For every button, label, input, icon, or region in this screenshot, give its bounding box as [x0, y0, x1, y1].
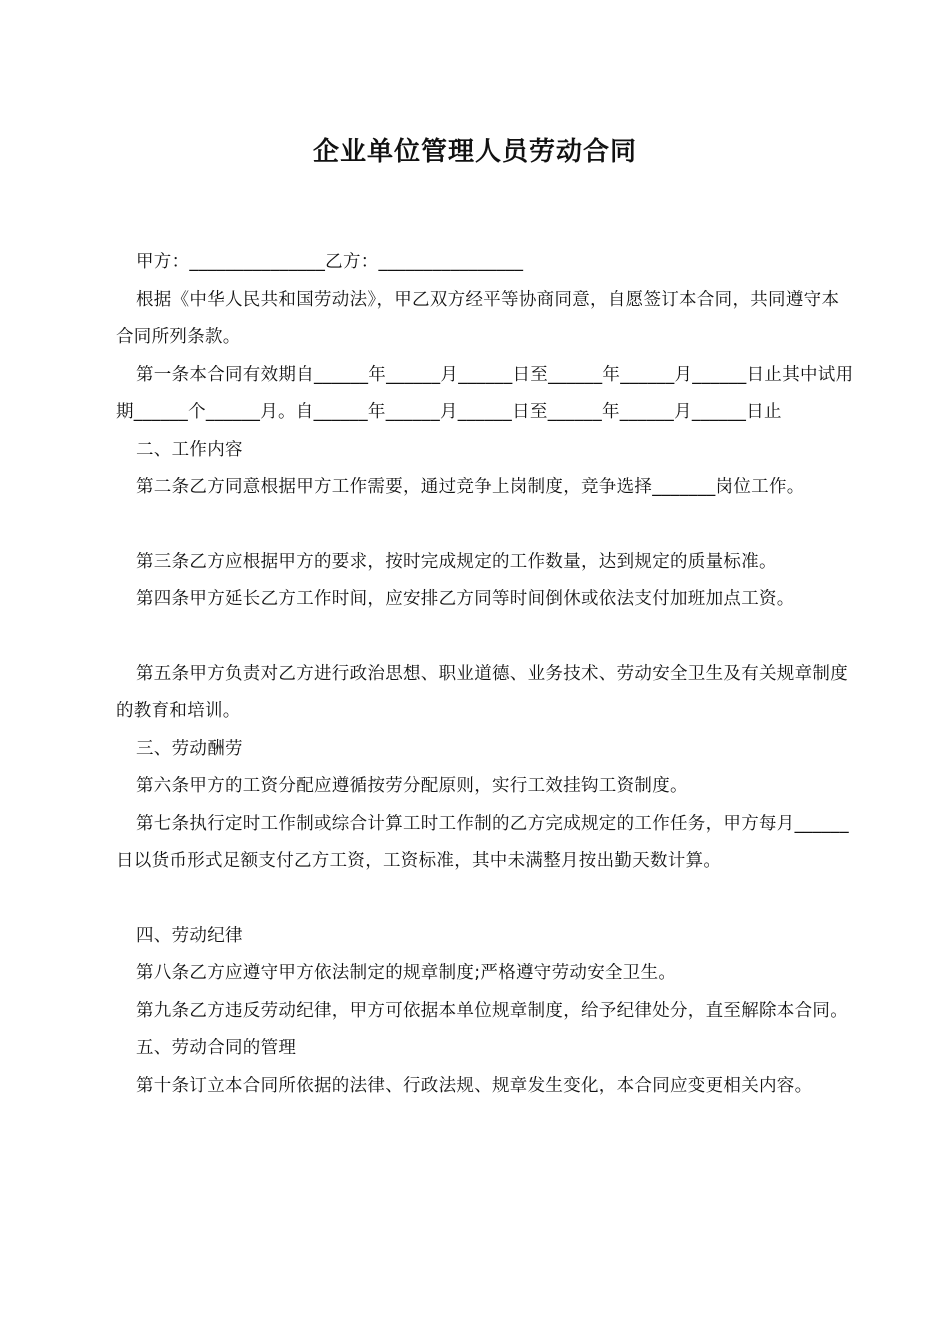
article-9-paragraph: 第九条乙方违反劳动纪律，甲方可依据本单位规章制度，给予纪律处分，直至解除本合同。: [136, 1000, 848, 1021]
article-1-paragraph: 第一条本合同有效期自______年______月______日至______年______月______日止其中试用期______个______月。自______年______月______日至______年______月______日止: [116, 364, 854, 422]
section-heading-labor-discipline: 四、劳动纪律: [136, 925, 243, 946]
section-heading-work-content: 二、工作内容: [136, 439, 243, 460]
section-heading-remuneration: 三、劳动酬劳: [136, 738, 243, 759]
article-10-paragraph: 第十条订立本合同所依据的法律、行政法规、规章发生变化，本合同应变更相关内容。: [136, 1075, 813, 1096]
article-8-paragraph: 第八条乙方应遵守甲方依法制定的规章制度;严格遵守劳动安全卫生。: [136, 963, 677, 983]
article-2-paragraph: 第二条乙方同意根据甲方工作需要，通过竞争上岗制度，竞争选择_______岗位工作。: [136, 477, 805, 497]
article-4-paragraph: 第四条甲方延长乙方工作时间，应安排乙方同等时间倒休或依法支付加班加点工资。: [136, 589, 795, 609]
article-6-paragraph: 第六条甲方的工资分配应遵循按劳分配原则，实行工效挂钩工资制度。: [136, 776, 688, 796]
article-5-paragraph: 第五条甲方负责对乙方进行政治思想、职业道德、业务技术、劳动安全卫生及有关规章制度的教育和培训。: [116, 663, 848, 721]
parties-line: 甲方：_______________乙方：________________: [136, 252, 524, 272]
document-title: 企业单位管理人员劳动合同: [312, 137, 637, 167]
document-body: [116, 244, 856, 1105]
section-heading-contract-management: 五、劳动合同的管理: [136, 1038, 297, 1058]
article-7-paragraph: 第七条执行定时工作制或综合计算工时工作制的乙方完成规定的工作任务，甲方每月______日以货币形式足额支付乙方工资，工资标准，其中未满整月按出勤天数计算。: [116, 813, 849, 871]
article-3-paragraph: 第三条乙方应根据甲方的要求，按时完成规定的工作数量，达到规定的质量标准。: [136, 551, 777, 572]
preamble-paragraph: 根据《中华人民共和国劳动法》，甲乙双方经平等协商同意，自愿签订本合同，共同遵守本合同所列条款。: [116, 289, 840, 347]
